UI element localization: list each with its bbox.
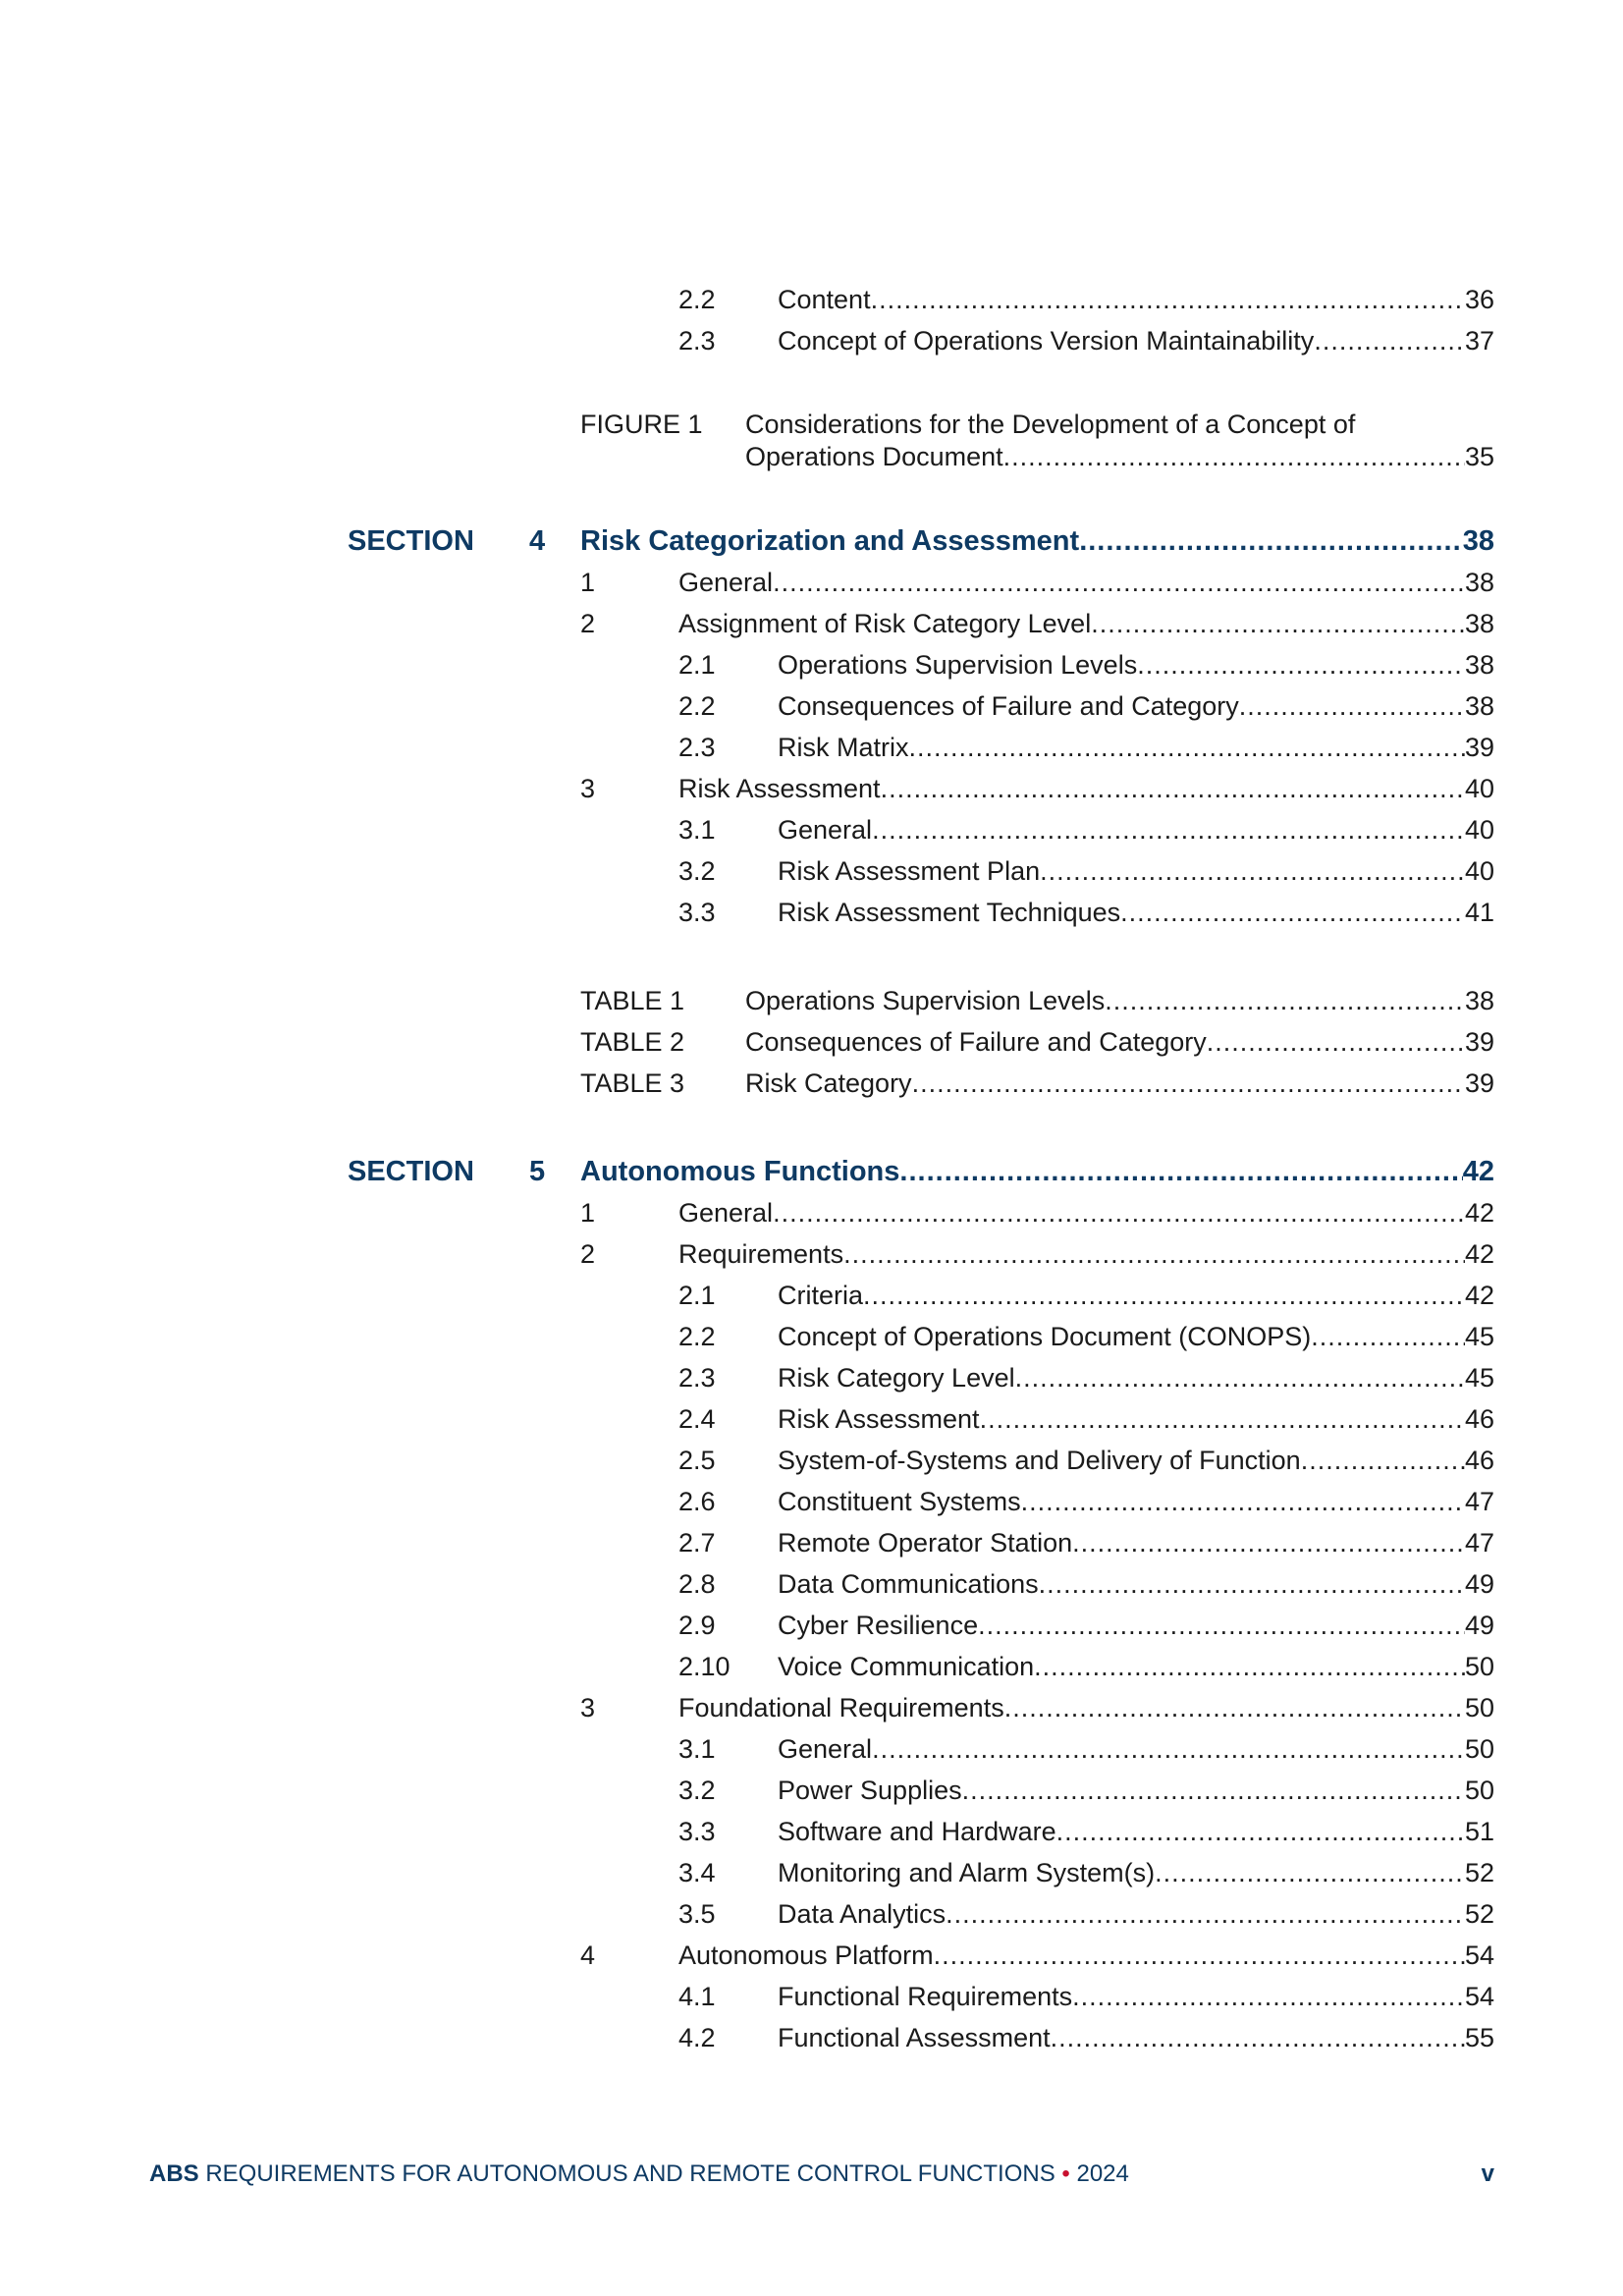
toc-entry-page: 54	[1464, 1982, 1494, 2011]
toc-entry[interactable]	[0, 768, 1623, 809]
toc-entry[interactable]	[0, 1357, 1623, 1398]
footer-title: REQUIREMENTS FOR AUTONOMOUS AND REMOTE CONTROL FUNCTIONS	[198, 2160, 1062, 2187]
figure-page: 35	[1464, 442, 1494, 471]
toc-entry-page: 40	[1464, 815, 1494, 845]
toc-entry-title: Concept of Operations Version Maintainability	[778, 326, 1315, 355]
toc-entry-title: General	[678, 568, 774, 597]
toc-entry-title: Requirements	[678, 1239, 844, 1269]
toc-entry-number: 2.3	[678, 326, 716, 355]
section-title: Autonomous Functions	[580, 1156, 900, 1187]
toc-entry[interactable]	[0, 892, 1623, 933]
toc-entry-page: 38	[1464, 650, 1494, 680]
toc-entry-page: 45	[1464, 1363, 1494, 1393]
toc-entry-title: Autonomous Platform	[678, 1941, 934, 1970]
toc-entry-number: 3.2	[678, 1776, 716, 1805]
toc-entry-number: 2.2	[678, 1322, 716, 1351]
toc-entry-number: 4	[580, 1941, 596, 1970]
toc-entry-number: 3.1	[678, 815, 716, 845]
toc-entry[interactable]	[0, 1192, 1623, 1233]
toc-entry-title: Criteria	[778, 1281, 864, 1310]
toc-entry-number: 2.1	[678, 1281, 716, 1310]
table-page: 38	[1464, 986, 1494, 1015]
figure-label: FIGURE 1	[580, 410, 703, 439]
toc-entry-page: 50	[1464, 1693, 1494, 1722]
toc-entry-number: 2.10	[678, 1652, 730, 1681]
toc-entry-number: 2.5	[678, 1446, 716, 1475]
toc-entry[interactable]	[0, 850, 1623, 892]
toc-entry-page: 51	[1464, 1817, 1494, 1846]
toc-entry[interactable]	[0, 1935, 1623, 1976]
toc-entry-page: 38	[1464, 691, 1494, 721]
toc-table-entry[interactable]	[0, 1063, 1623, 1104]
section-number: 5	[529, 1156, 546, 1187]
toc-entry-page: 39	[1464, 733, 1494, 762]
section-number: 4	[529, 525, 546, 557]
toc-entry-title: Voice Communication	[778, 1652, 1035, 1681]
toc-table-entry[interactable]	[0, 980, 1623, 1021]
toc-entry-title: Monitoring and Alarm System(s)	[778, 1858, 1156, 1887]
toc-entry-page: 40	[1464, 856, 1494, 886]
toc-entry-title: Assignment of Risk Category Level	[678, 609, 1092, 638]
toc-entry-number: 2.3	[678, 1363, 716, 1393]
toc-entry-title: Risk Assessment	[678, 774, 881, 803]
toc-entry-number: 3.5	[678, 1899, 716, 1929]
toc-entry[interactable]	[0, 1646, 1623, 1687]
toc-entry-title: System-of-Systems and Delivery of Function	[778, 1446, 1301, 1475]
toc-entry-page: 38	[1464, 609, 1494, 638]
toc-entry[interactable]	[0, 1233, 1623, 1275]
toc-entry-page: 47	[1464, 1487, 1494, 1516]
toc-entry-page: 42	[1464, 1198, 1494, 1228]
toc-entry-page: 45	[1464, 1322, 1494, 1351]
table-title: Risk Category	[745, 1068, 912, 1098]
toc-entry[interactable]	[0, 1770, 1623, 1811]
footer-page-number: v	[1481, 2160, 1494, 2187]
toc-entry-number: 3.3	[678, 1817, 716, 1846]
toc-entry-page: 50	[1464, 1776, 1494, 1805]
section-page: 38	[1462, 525, 1494, 557]
section-4-heading[interactable]	[0, 520, 1623, 562]
toc-entry-page: 41	[1464, 898, 1494, 927]
figure-title-line1: Considerations for the Development of a Concept of	[745, 410, 1356, 439]
table-page: 39	[1464, 1027, 1494, 1057]
toc-entry[interactable]	[0, 685, 1623, 727]
toc-entry-number: 4.2	[678, 2023, 716, 2052]
toc-table-entry[interactable]	[0, 1021, 1623, 1063]
toc-entry[interactable]	[0, 1893, 1623, 1935]
toc-entry[interactable]	[0, 1398, 1623, 1440]
toc-entry-title: Content	[778, 285, 871, 314]
toc-entry[interactable]	[0, 1440, 1623, 1481]
page-footer	[149, 2160, 1494, 2188]
toc-entry-title: Concept of Operations Document (CONOPS)	[778, 1322, 1312, 1351]
toc-entry-page: 52	[1464, 1899, 1494, 1929]
toc-entry-title: General	[778, 815, 873, 845]
toc-entry-page: 54	[1464, 1941, 1494, 1970]
toc-entry-title: Constituent Systems	[778, 1487, 1021, 1516]
toc-entry-page: 38	[1464, 568, 1494, 597]
toc-entry-title: Foundational Requirements	[678, 1693, 1004, 1722]
toc-entry-title: Data Analytics	[778, 1899, 947, 1929]
toc-entry[interactable]	[0, 727, 1623, 768]
toc-entry[interactable]	[0, 1275, 1623, 1316]
table-label: TABLE 2	[580, 1027, 685, 1057]
toc-entry-title: Risk Assessment Plan	[778, 856, 1041, 886]
toc-entry-page: 49	[1464, 1611, 1494, 1640]
section-5-heading[interactable]	[0, 1151, 1623, 1192]
toc-entry-page: 46	[1464, 1404, 1494, 1434]
toc-entry-title: General	[778, 1734, 873, 1764]
figure-title-line2: Operations Document	[745, 442, 1003, 471]
toc-entry[interactable]	[0, 1605, 1623, 1646]
toc-entry-number: 2.1	[678, 650, 716, 680]
toc-entry-number: 4.1	[678, 1982, 716, 2011]
toc-entry-number: 3.3	[678, 898, 716, 927]
toc-entry-page: 42	[1464, 1281, 1494, 1310]
toc-entry-number: 1	[580, 568, 596, 597]
toc-entry[interactable]	[0, 603, 1623, 644]
toc-entry-page: 49	[1464, 1569, 1494, 1599]
toc-entry-page: 50	[1464, 1734, 1494, 1764]
toc-entry-page: 47	[1464, 1528, 1494, 1558]
toc-entry[interactable]	[0, 279, 1623, 320]
toc-entry-page: 55	[1464, 2023, 1494, 2052]
toc-entry-number: 2	[580, 609, 596, 638]
toc-entry-title: Functional Assessment	[778, 2023, 1051, 2052]
toc-entry[interactable]	[0, 1522, 1623, 1563]
toc-entry-page: 50	[1464, 1652, 1494, 1681]
toc-entry[interactable]	[0, 809, 1623, 850]
toc-entry-page: 40	[1464, 774, 1494, 803]
toc-entry[interactable]	[0, 1852, 1623, 1893]
table-label: TABLE 3	[580, 1068, 685, 1098]
toc-entry-number: 3.1	[678, 1734, 716, 1764]
toc-entry-title: Remote Operator Station	[778, 1528, 1073, 1558]
toc-entry[interactable]	[0, 1316, 1623, 1357]
toc-entry-number: 2.4	[678, 1404, 716, 1434]
toc-entry-number: 2.3	[678, 733, 716, 762]
toc-entry-title: Risk Assessment	[778, 1404, 980, 1434]
toc-entry-page: 46	[1464, 1446, 1494, 1475]
toc-entry-number: 2	[580, 1239, 596, 1269]
footer-bullet: •	[1061, 2160, 1070, 2187]
toc-entry-title: Consequences of Failure and Category	[778, 691, 1239, 721]
toc-entry[interactable]	[0, 1728, 1623, 1770]
toc-entry[interactable]	[0, 562, 1623, 603]
table-page: 39	[1464, 1068, 1494, 1098]
toc-entry[interactable]	[0, 2017, 1623, 2058]
toc-entry-title: Risk Assessment Techniques	[778, 898, 1121, 927]
toc-entry-title: Software and Hardware	[778, 1817, 1056, 1846]
toc-entry-title: Risk Category Level	[778, 1363, 1015, 1393]
toc-entry[interactable]	[0, 320, 1623, 361]
table-title: Operations Supervision Levels	[745, 986, 1106, 1015]
toc-entry-title: Functional Requirements	[778, 1982, 1073, 2011]
toc-entry-number: 2.9	[678, 1611, 716, 1640]
toc-entry[interactable]	[0, 1976, 1623, 2017]
toc-entry[interactable]	[0, 644, 1623, 685]
toc-entry[interactable]	[0, 1811, 1623, 1852]
section-page: 42	[1462, 1156, 1494, 1187]
toc-entry-title: Operations Supervision Levels	[778, 650, 1138, 680]
toc-entry-number: 3.4	[678, 1858, 716, 1887]
toc-entry-page: 42	[1464, 1239, 1494, 1269]
toc-entry[interactable]	[0, 1687, 1623, 1728]
toc-entry-number: 3	[580, 774, 596, 803]
toc-entry-page: 52	[1464, 1858, 1494, 1887]
toc-entry-page: 36	[1464, 285, 1494, 314]
toc-entry-title: General	[678, 1198, 774, 1228]
toc-entry-number: 1	[580, 1198, 596, 1228]
footer-year: 2024	[1069, 2160, 1129, 2187]
toc-entry-number: 2.2	[678, 285, 716, 314]
table-of-contents	[0, 279, 1623, 2058]
table-title: Consequences of Failure and Category	[745, 1027, 1207, 1057]
toc-entry-number: 2.2	[678, 691, 716, 721]
toc-entry-number: 2.7	[678, 1528, 716, 1558]
toc-entry[interactable]	[0, 1563, 1623, 1605]
toc-entry-title: Power Supplies	[778, 1776, 962, 1805]
toc-entry[interactable]	[0, 1481, 1623, 1522]
table-label: TABLE 1	[580, 986, 685, 1015]
toc-entry-title: Risk Matrix	[778, 733, 909, 762]
toc-entry-number: 3.2	[678, 856, 716, 886]
footer-brand: ABS	[149, 2160, 199, 2187]
toc-entry-page: 37	[1464, 326, 1494, 355]
toc-entry-number: 2.6	[678, 1487, 716, 1516]
toc-figure-entry[interactable]	[0, 409, 1623, 473]
toc-entry-title: Data Communications	[778, 1569, 1039, 1599]
section-label: SECTION	[348, 525, 474, 557]
section-title: Risk Categorization and Assessment	[580, 525, 1080, 557]
toc-entry-number: 2.8	[678, 1569, 716, 1599]
section-label: SECTION	[348, 1156, 474, 1187]
toc-entry-title: Cyber Resilience	[778, 1611, 979, 1640]
toc-entry-number: 3	[580, 1693, 596, 1722]
